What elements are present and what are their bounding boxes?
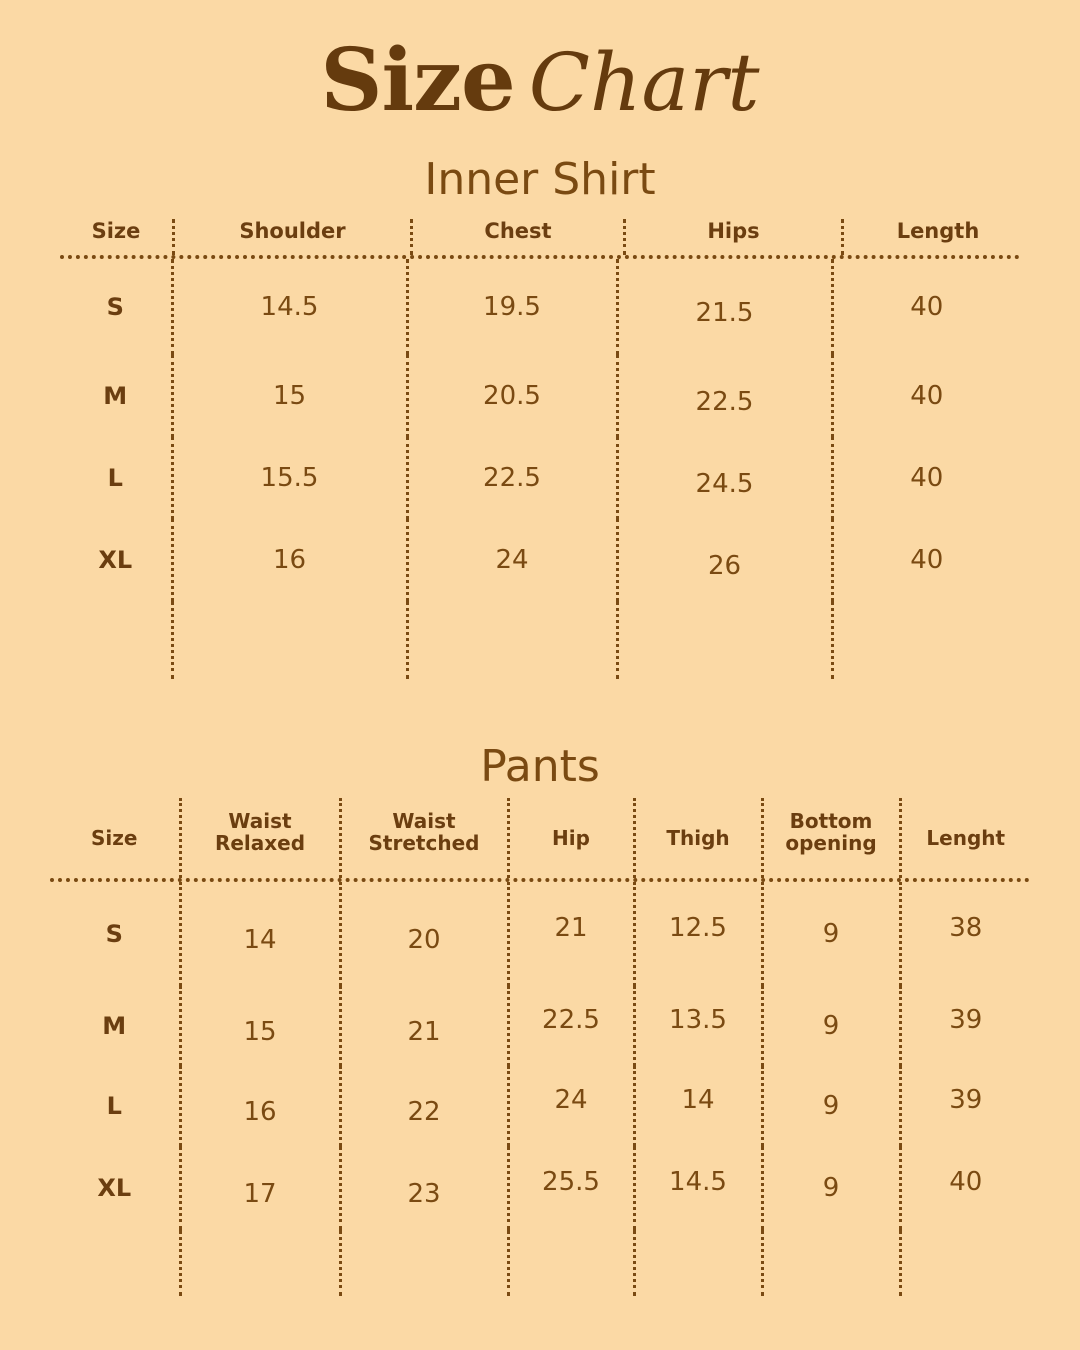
pants-table-body [50, 882, 1030, 1296]
spacer-cell [50, 1230, 180, 1296]
cell-waist-stretched: 20 [340, 888, 508, 992]
column-header-size: Size [60, 219, 174, 255]
cell-lenght: 39 [949, 1085, 983, 1115]
column-header-length: Length [896, 219, 980, 243]
cell-size: L [50, 1066, 180, 1146]
cell-hips: 22.5 [617, 361, 832, 443]
cell-size: M [60, 355, 172, 437]
table-row [50, 986, 1030, 1066]
inner-shirt-table [60, 219, 1032, 255]
cell-thigh: 14 [634, 1060, 762, 1140]
cell-thigh: 12.5 [634, 876, 762, 980]
table-row [50, 1146, 1030, 1230]
spacer-cell [180, 1230, 340, 1296]
table-row [50, 882, 1030, 986]
column-header-hips: Hips [625, 219, 843, 255]
cell-waist-relaxed: 14 [180, 888, 340, 992]
spacer-cell [617, 601, 832, 679]
inner-shirt-table-body [60, 259, 1020, 679]
cell-hips: 26 [617, 525, 832, 607]
cell-lenght: 38 [949, 913, 983, 943]
cell-lenght: 40 [949, 1167, 983, 1197]
cell-shoulder: 15.5 [172, 437, 407, 519]
header-line: Size [91, 825, 138, 850]
cell-bottom-opening: 9 [762, 1066, 900, 1146]
title-word-size: Size [320, 30, 515, 131]
section-heading-inner-shirt: Inner Shirt [424, 154, 656, 205]
spacer-cell [832, 601, 1020, 679]
spacer-cell [407, 601, 617, 679]
cell-bottom-opening: 9 [762, 986, 900, 1066]
cell-bottom-opening: 9 [762, 882, 900, 986]
cell-hips: 24.5 [617, 443, 832, 525]
page-title [0, 0, 1080, 131]
column-header-bottom-opening [762, 798, 900, 878]
cell-chest: 22.5 [407, 437, 617, 519]
table-header-row [60, 219, 1032, 255]
cell-size: L [60, 437, 172, 519]
column-header-size [50, 804, 180, 884]
cell-chest: 19.5 [407, 259, 617, 355]
cell-size: M [50, 986, 180, 1066]
pants-table-wrapper [50, 798, 1030, 1296]
cell-waist-stretched: 21 [340, 992, 508, 1072]
spacer-cell [60, 601, 172, 679]
cell-size: XL [60, 519, 172, 601]
header-line: Stretched [368, 831, 480, 855]
cell-bottom-opening: 9 [762, 1146, 900, 1230]
table-header-row [50, 798, 1030, 878]
column-header-waist-stretched [340, 798, 508, 878]
cell-length: 40 [910, 463, 944, 493]
header-line: Waist [228, 808, 292, 833]
cell-length: 40 [910, 381, 944, 411]
section-heading-pants: Pants [480, 741, 600, 792]
cell-hip: 21 [508, 876, 634, 980]
header-line: Lenght [926, 825, 1006, 850]
column-header-hip [508, 804, 634, 884]
cell-size: S [60, 259, 172, 355]
cell-lenght: 39 [949, 1005, 983, 1035]
cell-length: 40 [910, 545, 944, 575]
header-line: opening [785, 831, 877, 855]
cell-waist-stretched: 23 [340, 1152, 508, 1236]
cell-waist-relaxed: 17 [180, 1152, 340, 1236]
cell-length: 40 [910, 292, 944, 322]
cell-shoulder: 14.5 [172, 259, 407, 355]
cell-waist-stretched: 22 [340, 1072, 508, 1152]
header-line: Waist [392, 808, 456, 833]
header-line: Bottom [789, 808, 873, 833]
cell-hip: 24 [508, 1060, 634, 1140]
cell-hip: 22.5 [508, 980, 634, 1060]
column-header-thigh [634, 804, 762, 884]
spacer-cell [508, 1230, 634, 1296]
cell-thigh: 13.5 [634, 980, 762, 1060]
header-line: Hip [552, 825, 590, 850]
table-row [60, 437, 1020, 519]
cell-chest: 24 [407, 519, 617, 601]
spacer-cell [900, 1230, 1030, 1296]
spacer-cell [634, 1230, 762, 1296]
spacer-cell [172, 601, 407, 679]
pants-table-header [50, 798, 1030, 878]
table-row [60, 355, 1020, 437]
table-row [60, 519, 1020, 601]
cell-chest: 20.5 [407, 355, 617, 437]
inner-shirt-table-wrapper [60, 219, 1020, 679]
cell-waist-relaxed: 15 [180, 992, 340, 1072]
table-row [50, 1066, 1030, 1146]
column-header-waist-relaxed [180, 798, 340, 878]
cell-waist-relaxed: 16 [180, 1072, 340, 1152]
header-line: Thigh [666, 825, 730, 850]
title-word-chart: Chart [528, 36, 760, 129]
table-row-spacer [50, 1230, 1030, 1296]
column-header-chest: Chest [412, 219, 625, 255]
cell-hips: 21.5 [617, 265, 832, 361]
table-row-spacer [60, 601, 1020, 679]
table-row [60, 259, 1020, 355]
header-line: Relaxed [214, 831, 306, 855]
column-header-lenght [900, 804, 1030, 884]
cell-size: XL [50, 1146, 180, 1230]
cell-shoulder: 16 [172, 519, 407, 601]
cell-thigh: 14.5 [634, 1140, 762, 1224]
cell-hip: 25.5 [508, 1140, 634, 1224]
cell-shoulder: 15 [172, 355, 407, 437]
spacer-cell [340, 1230, 508, 1296]
column-header-shoulder: Shoulder [174, 219, 412, 255]
cell-size: S [50, 882, 180, 986]
spacer-cell [762, 1230, 900, 1296]
